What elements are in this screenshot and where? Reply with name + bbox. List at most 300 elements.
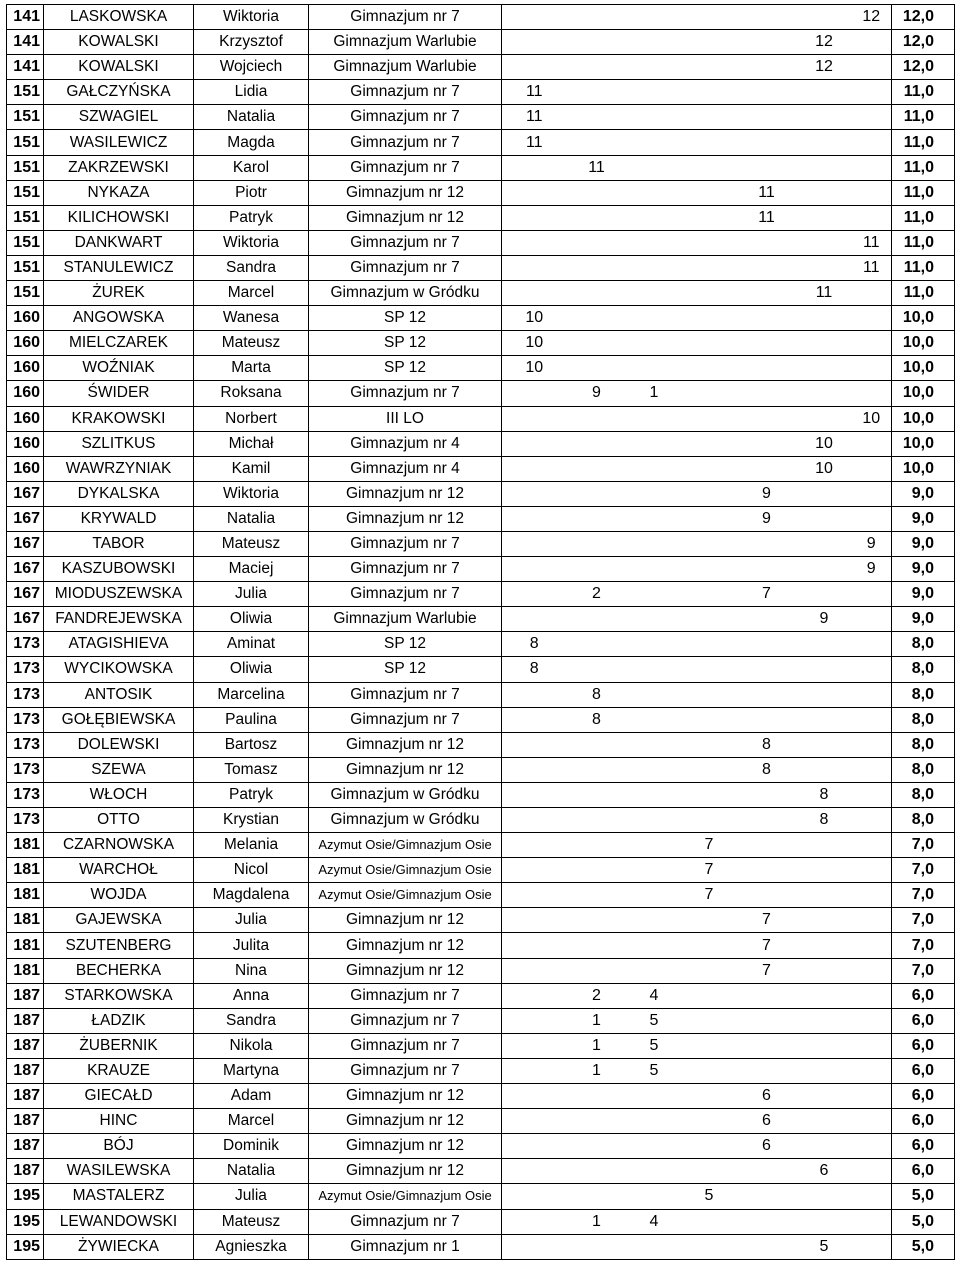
score-cell (502, 5, 567, 30)
total-cell: 6,0 (892, 1109, 955, 1134)
first-name-cell: Adam (194, 1084, 309, 1109)
score-cell: 7 (737, 958, 797, 983)
score-cell (502, 1234, 567, 1259)
score-cell (682, 130, 737, 155)
score-cell (797, 356, 852, 381)
surname-cell: HINC (44, 1109, 194, 1134)
rank-cell: 160 (7, 306, 44, 331)
total-cell: 10,0 (892, 381, 955, 406)
first-name-cell: Natalia (194, 506, 309, 531)
score-cell (682, 105, 737, 130)
score-cell: 11 (852, 230, 892, 255)
score-cell (737, 657, 797, 682)
rank-cell: 181 (7, 908, 44, 933)
score-cell (502, 782, 567, 807)
score-cell (567, 356, 627, 381)
score-cell: 11 (502, 105, 567, 130)
score-cell (852, 607, 892, 632)
surname-cell: KRYWALD (44, 506, 194, 531)
score-cell (852, 958, 892, 983)
score-cell: 7 (682, 858, 737, 883)
rank-cell: 167 (7, 506, 44, 531)
score-cell (627, 1134, 682, 1159)
school-cell: Gimnazjum nr 4 (309, 456, 502, 481)
score-cell (567, 782, 627, 807)
school-cell: Gimnazjum nr 12 (309, 180, 502, 205)
score-cell (682, 381, 737, 406)
score-cell (567, 306, 627, 331)
score-cell (627, 180, 682, 205)
score-cell (502, 908, 567, 933)
score-cell (502, 808, 567, 833)
score-cell: 8 (502, 632, 567, 657)
total-cell: 11,0 (892, 130, 955, 155)
score-cell (852, 833, 892, 858)
score-cell (682, 557, 737, 582)
rank-cell: 181 (7, 858, 44, 883)
school-cell: Gimnazjum nr 7 (309, 80, 502, 105)
score-cell (852, 1209, 892, 1234)
score-cell (852, 155, 892, 180)
score-cell (627, 406, 682, 431)
first-name-cell: Sandra (194, 1008, 309, 1033)
rank-cell: 173 (7, 707, 44, 732)
score-cell (797, 481, 852, 506)
school-cell: Gimnazjum nr 12 (309, 1109, 502, 1134)
score-cell (627, 1184, 682, 1209)
first-name-cell: Mateusz (194, 331, 309, 356)
surname-cell: SZUTENBERG (44, 933, 194, 958)
score-cell: 4 (627, 1209, 682, 1234)
total-cell: 8,0 (892, 808, 955, 833)
rank-cell: 187 (7, 1033, 44, 1058)
first-name-cell: Martyna (194, 1058, 309, 1083)
table-row (7, 1058, 955, 1083)
school-cell: Gimnazjum nr 7 (309, 381, 502, 406)
score-cell (502, 732, 567, 757)
score-cell (682, 180, 737, 205)
score-cell (737, 1058, 797, 1083)
score-cell (627, 255, 682, 280)
score-cell (737, 682, 797, 707)
table-row (7, 80, 955, 105)
rank-cell: 173 (7, 682, 44, 707)
results-table (6, 4, 955, 1260)
score-cell (627, 456, 682, 481)
score-cell (737, 306, 797, 331)
score-cell (567, 883, 627, 908)
score-cell (502, 1209, 567, 1234)
score-cell: 6 (737, 1084, 797, 1109)
score-cell (852, 1008, 892, 1033)
score-cell (737, 281, 797, 306)
table-row (7, 582, 955, 607)
score-cell (852, 757, 892, 782)
surname-cell: DOLEWSKI (44, 732, 194, 757)
score-cell (567, 506, 627, 531)
score-cell (502, 1159, 567, 1184)
score-cell: 12 (797, 55, 852, 80)
score-cell (797, 682, 852, 707)
score-cell (682, 331, 737, 356)
score-cell: 8 (567, 707, 627, 732)
score-cell (502, 1008, 567, 1033)
score-cell (852, 732, 892, 757)
table-row (7, 1033, 955, 1058)
score-cell (627, 306, 682, 331)
first-name-cell: Lidia (194, 80, 309, 105)
score-cell (502, 858, 567, 883)
first-name-cell: Norbert (194, 406, 309, 431)
score-cell (682, 431, 737, 456)
score-cell (852, 632, 892, 657)
score-cell: 2 (567, 983, 627, 1008)
table-row (7, 180, 955, 205)
score-cell (627, 331, 682, 356)
score-cell (797, 757, 852, 782)
score-cell: 5 (627, 1058, 682, 1083)
score-cell: 5 (797, 1234, 852, 1259)
surname-cell: OTTO (44, 808, 194, 833)
score-cell (737, 531, 797, 556)
score-cell (852, 80, 892, 105)
school-cell: Gimnazjum nr 1 (309, 1234, 502, 1259)
rank-cell: 160 (7, 431, 44, 456)
results-table-body (7, 5, 955, 1260)
school-cell: Gimnazjum Warlubie (309, 607, 502, 632)
score-cell (797, 557, 852, 582)
school-cell: Gimnazjum Warlubie (309, 55, 502, 80)
score-cell (852, 281, 892, 306)
total-cell: 9,0 (892, 582, 955, 607)
score-cell (852, 883, 892, 908)
score-cell (682, 1109, 737, 1134)
surname-cell: DYKALSKA (44, 481, 194, 506)
score-cell (737, 557, 797, 582)
score-cell (627, 808, 682, 833)
first-name-cell: Marcel (194, 281, 309, 306)
score-cell (502, 557, 567, 582)
score-cell (852, 1134, 892, 1159)
table-row (7, 406, 955, 431)
surname-cell: GIECAŁD (44, 1084, 194, 1109)
surname-cell: ANTOSIK (44, 682, 194, 707)
score-cell (797, 1209, 852, 1234)
first-name-cell: Julia (194, 908, 309, 933)
score-cell (627, 908, 682, 933)
score-cell (627, 5, 682, 30)
table-row (7, 155, 955, 180)
total-cell: 8,0 (892, 757, 955, 782)
rank-cell: 195 (7, 1209, 44, 1234)
surname-cell: FANDREJEWSKA (44, 607, 194, 632)
score-cell (567, 130, 627, 155)
score-cell (797, 908, 852, 933)
score-cell (797, 255, 852, 280)
school-cell: Gimnazjum nr 12 (309, 908, 502, 933)
total-cell: 7,0 (892, 958, 955, 983)
score-cell (627, 607, 682, 632)
score-cell: 9 (737, 481, 797, 506)
score-cell (682, 30, 737, 55)
rank-cell: 167 (7, 607, 44, 632)
score-cell: 5 (627, 1033, 682, 1058)
score-cell (682, 155, 737, 180)
score-cell (797, 230, 852, 255)
score-cell (737, 105, 797, 130)
score-cell (567, 908, 627, 933)
surname-cell: STARKOWSKA (44, 983, 194, 1008)
score-cell (567, 5, 627, 30)
score-cell (797, 958, 852, 983)
score-cell (852, 306, 892, 331)
score-cell: 6 (797, 1159, 852, 1184)
table-row (7, 933, 955, 958)
score-cell: 7 (737, 933, 797, 958)
first-name-cell: Anna (194, 983, 309, 1008)
school-cell: Gimnazjum nr 7 (309, 582, 502, 607)
first-name-cell: Michał (194, 431, 309, 456)
first-name-cell: Wojciech (194, 55, 309, 80)
score-cell (502, 506, 567, 531)
score-cell (502, 833, 567, 858)
score-cell (852, 356, 892, 381)
table-row (7, 682, 955, 707)
table-row (7, 30, 955, 55)
surname-cell: SZLITKUS (44, 431, 194, 456)
score-cell (502, 1184, 567, 1209)
surname-cell: ŁADZIK (44, 1008, 194, 1033)
total-cell: 6,0 (892, 983, 955, 1008)
score-cell (797, 306, 852, 331)
score-cell (502, 933, 567, 958)
surname-cell: ZAKRZEWSKI (44, 155, 194, 180)
first-name-cell: Magda (194, 130, 309, 155)
score-cell: 7 (682, 883, 737, 908)
score-cell (567, 1184, 627, 1209)
score-cell (682, 707, 737, 732)
surname-cell: MIELCZAREK (44, 331, 194, 356)
score-cell (737, 381, 797, 406)
score-cell (627, 230, 682, 255)
table-row (7, 105, 955, 130)
score-cell (797, 883, 852, 908)
score-cell (502, 230, 567, 255)
first-name-cell: Nina (194, 958, 309, 983)
score-cell (627, 130, 682, 155)
score-cell (627, 933, 682, 958)
score-cell (567, 1084, 627, 1109)
rank-cell: 195 (7, 1234, 44, 1259)
total-cell: 7,0 (892, 833, 955, 858)
score-cell: 10 (797, 456, 852, 481)
score-cell (852, 908, 892, 933)
score-cell (852, 858, 892, 883)
score-cell (627, 657, 682, 682)
school-cell: Gimnazjum w Gródku (309, 808, 502, 833)
surname-cell: LASKOWSKA (44, 5, 194, 30)
surname-cell: WASILEWSKA (44, 1159, 194, 1184)
score-cell (502, 531, 567, 556)
score-cell (797, 80, 852, 105)
rank-cell: 167 (7, 481, 44, 506)
score-cell (627, 557, 682, 582)
score-cell (737, 1008, 797, 1033)
table-row (7, 883, 955, 908)
score-cell (567, 632, 627, 657)
table-row (7, 908, 955, 933)
total-cell: 6,0 (892, 1134, 955, 1159)
score-cell (502, 1134, 567, 1159)
score-cell (627, 757, 682, 782)
total-cell: 9,0 (892, 506, 955, 531)
school-cell: Gimnazjum nr 7 (309, 230, 502, 255)
score-cell (852, 1234, 892, 1259)
score-cell (627, 105, 682, 130)
total-cell: 6,0 (892, 1159, 955, 1184)
score-cell (627, 55, 682, 80)
rank-cell: 151 (7, 205, 44, 230)
total-cell: 9,0 (892, 531, 955, 556)
school-cell: Gimnazjum nr 12 (309, 933, 502, 958)
table-row (7, 1008, 955, 1033)
school-cell: Gimnazjum nr 7 (309, 130, 502, 155)
score-cell (682, 281, 737, 306)
score-cell: 9 (852, 531, 892, 556)
score-cell (682, 1209, 737, 1234)
score-cell (627, 1084, 682, 1109)
score-cell (502, 281, 567, 306)
total-cell: 11,0 (892, 105, 955, 130)
score-cell (852, 682, 892, 707)
table-row (7, 356, 955, 381)
score-cell (627, 205, 682, 230)
score-cell (797, 833, 852, 858)
score-cell (682, 582, 737, 607)
score-cell (737, 406, 797, 431)
surname-cell: KOWALSKI (44, 30, 194, 55)
school-cell: Gimnazjum nr 12 (309, 481, 502, 506)
score-cell (627, 1159, 682, 1184)
total-cell: 11,0 (892, 80, 955, 105)
score-cell (797, 105, 852, 130)
surname-cell: KOWALSKI (44, 55, 194, 80)
first-name-cell: Paulina (194, 707, 309, 732)
rank-cell: 141 (7, 30, 44, 55)
score-cell (567, 657, 627, 682)
table-row (7, 306, 955, 331)
first-name-cell: Roksana (194, 381, 309, 406)
score-cell (682, 306, 737, 331)
rank-cell: 167 (7, 531, 44, 556)
first-name-cell: Natalia (194, 1159, 309, 1184)
score-cell (682, 1084, 737, 1109)
school-cell: Gimnazjum w Gródku (309, 782, 502, 807)
rank-cell: 187 (7, 1109, 44, 1134)
score-cell (797, 531, 852, 556)
score-cell (502, 607, 567, 632)
score-cell (502, 30, 567, 55)
score-cell (567, 255, 627, 280)
score-cell (852, 205, 892, 230)
total-cell: 10,0 (892, 431, 955, 456)
total-cell: 10,0 (892, 456, 955, 481)
surname-cell: TABOR (44, 531, 194, 556)
score-cell (567, 732, 627, 757)
score-cell (627, 30, 682, 55)
score-cell (682, 55, 737, 80)
rank-cell: 160 (7, 356, 44, 381)
school-cell: SP 12 (309, 306, 502, 331)
total-cell: 11,0 (892, 180, 955, 205)
total-cell: 8,0 (892, 657, 955, 682)
score-cell (627, 1234, 682, 1259)
score-cell (682, 80, 737, 105)
score-cell: 6 (737, 1109, 797, 1134)
rank-cell: 167 (7, 557, 44, 582)
score-cell (567, 757, 627, 782)
total-cell: 6,0 (892, 1008, 955, 1033)
surname-cell: LEWANDOWSKI (44, 1209, 194, 1234)
score-cell (682, 782, 737, 807)
score-cell (797, 1109, 852, 1134)
score-cell: 7 (737, 582, 797, 607)
score-cell (682, 356, 737, 381)
table-row (7, 657, 955, 682)
score-cell (852, 1184, 892, 1209)
score-cell (797, 1033, 852, 1058)
score-cell (797, 1084, 852, 1109)
score-cell (627, 506, 682, 531)
surname-cell: GAŁCZYŃSKA (44, 80, 194, 105)
score-cell (567, 833, 627, 858)
score-cell (682, 531, 737, 556)
score-cell: 11 (502, 130, 567, 155)
school-cell: Gimnazjum w Gródku (309, 281, 502, 306)
score-cell (682, 1234, 737, 1259)
score-cell: 2 (567, 582, 627, 607)
school-cell: Gimnazjum nr 7 (309, 1033, 502, 1058)
score-cell (682, 230, 737, 255)
total-cell: 8,0 (892, 682, 955, 707)
table-row (7, 782, 955, 807)
score-cell (737, 833, 797, 858)
score-cell: 8 (737, 732, 797, 757)
score-cell (852, 808, 892, 833)
table-row (7, 1159, 955, 1184)
table-row (7, 481, 955, 506)
rank-cell: 187 (7, 1134, 44, 1159)
score-cell (852, 431, 892, 456)
total-cell: 8,0 (892, 632, 955, 657)
score-cell (627, 782, 682, 807)
first-name-cell: Krzysztof (194, 30, 309, 55)
score-cell: 11 (502, 80, 567, 105)
table-row (7, 607, 955, 632)
school-cell: III LO (309, 406, 502, 431)
score-cell (502, 481, 567, 506)
score-cell (567, 331, 627, 356)
first-name-cell: Wiktoria (194, 5, 309, 30)
rank-cell: 151 (7, 180, 44, 205)
surname-cell: ŻYWIECKA (44, 1234, 194, 1259)
table-row (7, 431, 955, 456)
score-cell (852, 1033, 892, 1058)
table-row (7, 381, 955, 406)
score-cell (737, 80, 797, 105)
score-cell (502, 155, 567, 180)
total-cell: 7,0 (892, 933, 955, 958)
